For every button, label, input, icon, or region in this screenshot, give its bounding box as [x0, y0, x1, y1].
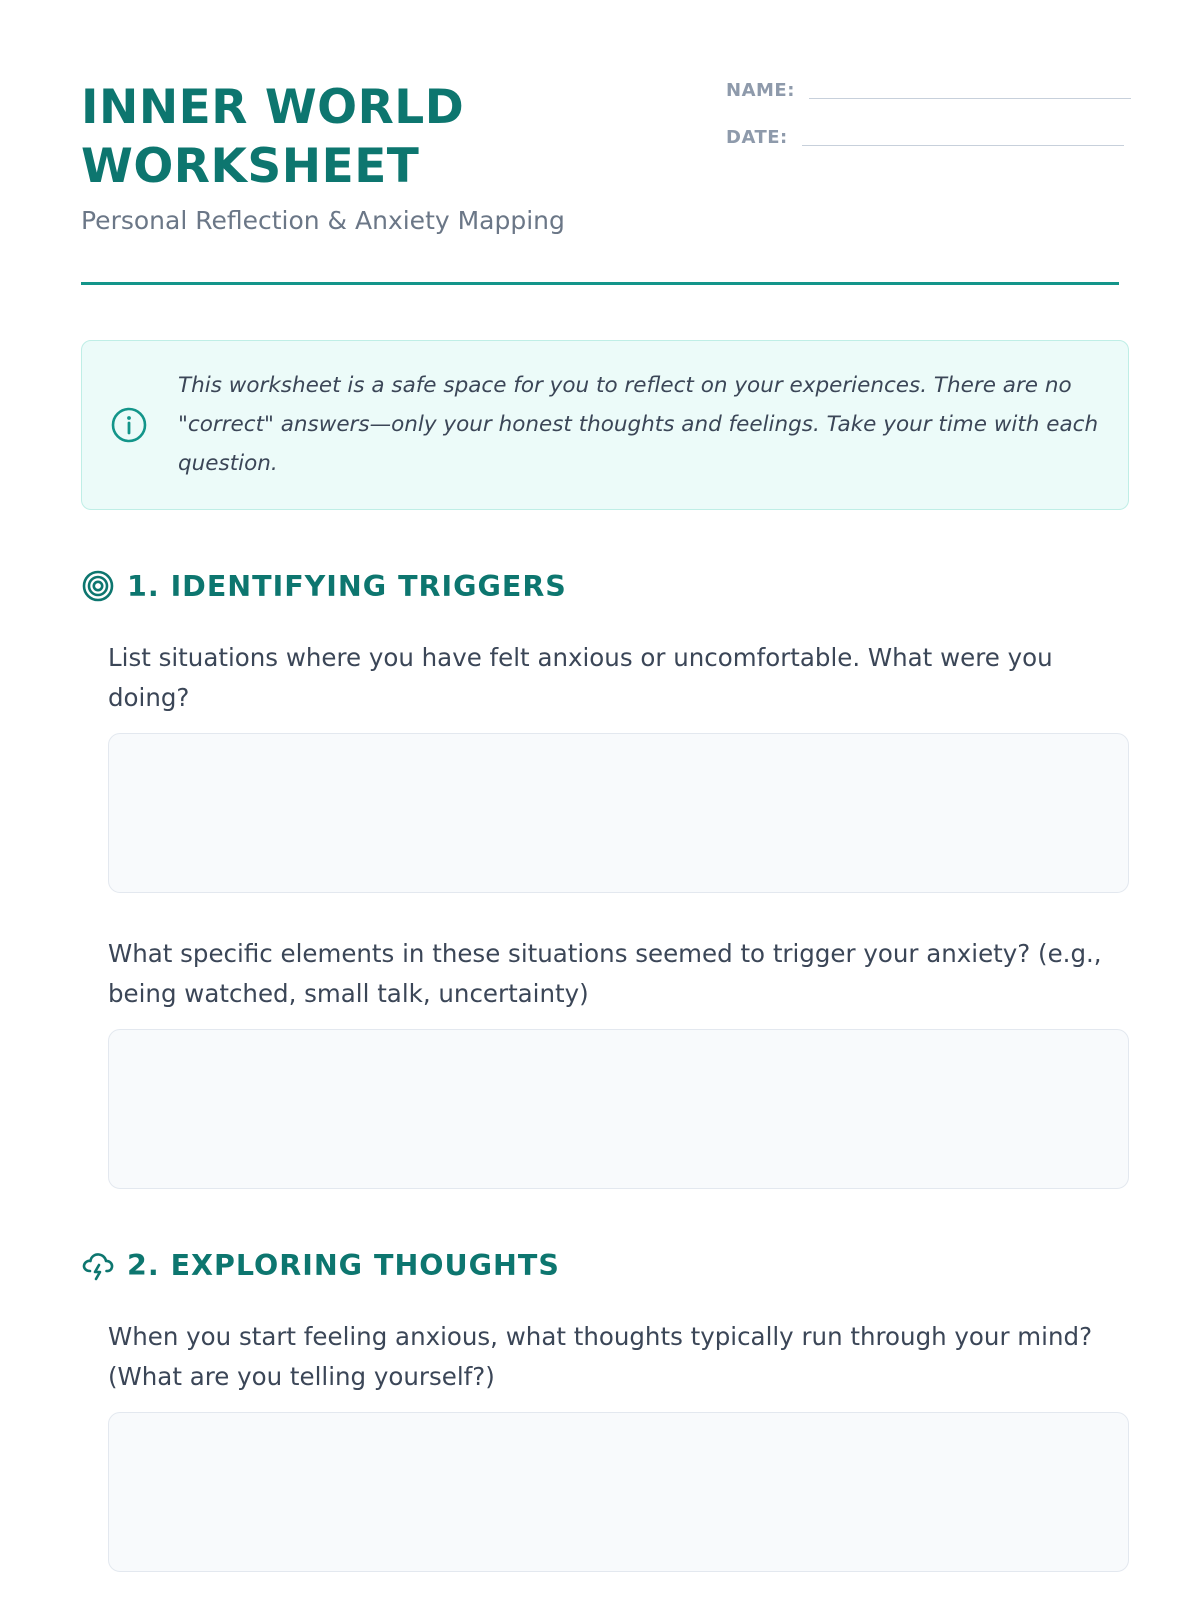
section-exploring-thoughts: [81, 1248, 560, 1282]
section-title: 1. IDENTIFYING TRIGGERS: [127, 569, 567, 603]
answer-box[interactable]: [108, 1412, 1129, 1572]
answer-box[interactable]: [108, 1029, 1129, 1189]
worksheet-header: [81, 0, 1119, 285]
info-circle-icon: [110, 406, 148, 444]
question-prompt: List situations where you have felt anxious or uncomfortable. What were you doing?: [108, 643, 1053, 712]
target-icon: [81, 569, 115, 603]
date-line[interactable]: [802, 145, 1124, 146]
intro-text: This worksheet is a safe space for you to reflect on your experiences. There are no "correct" answers—only your honest thoughts and feelings. Take your time with each question.: [178, 373, 1099, 476]
section-identifying-triggers: [81, 569, 567, 603]
thought-cloud-icon: [81, 1248, 115, 1282]
question-prompt: When you start feeling anxious, what thoughts typically run through your mind? (What are you telling yourself?): [108, 1322, 1093, 1391]
intro-callout: [81, 340, 1129, 510]
date-field[interactable]: [726, 127, 1124, 148]
name-line[interactable]: [809, 98, 1131, 99]
page-subtitle: Personal Reflection & Anxiety Mapping: [81, 206, 565, 235]
answer-box[interactable]: [108, 733, 1129, 893]
name-field[interactable]: [726, 80, 1131, 101]
question-prompt: What specific elements in these situations seemed to trigger your anxiety? (e.g., being watched, small talk, uncertainty): [108, 939, 1102, 1008]
page-title: INNER WORLD WORKSHEET: [81, 80, 465, 194]
section-title: 2. EXPLORING THOUGHTS: [127, 1248, 560, 1282]
date-label: DATE:: [726, 127, 788, 148]
name-label: NAME:: [726, 80, 795, 101]
